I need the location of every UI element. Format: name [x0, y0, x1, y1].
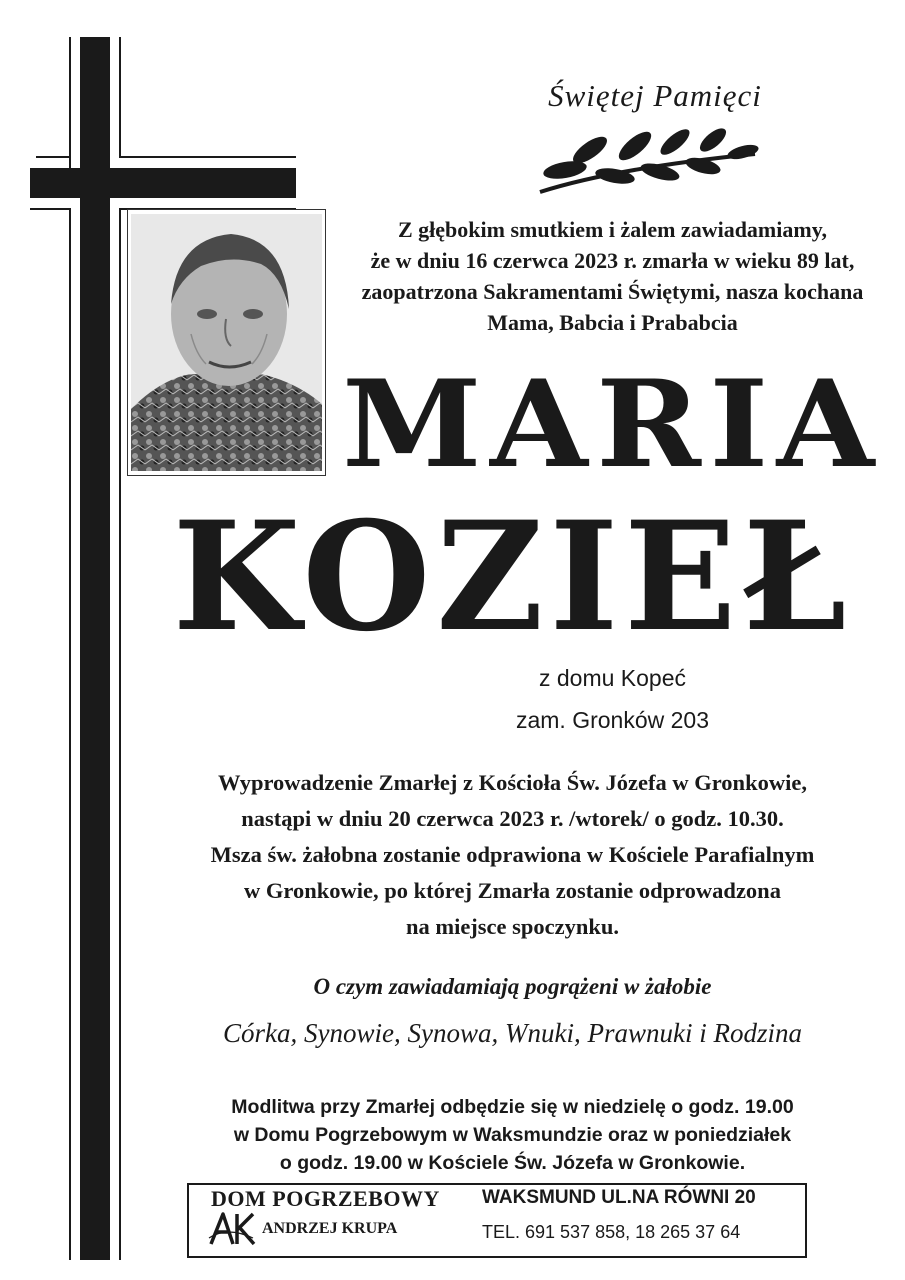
deceased-first-name: MARIA — [342, 354, 883, 495]
cross-outline — [119, 37, 121, 158]
intro-line: zaopatrzona Sakramentami Świętymi, nasza kochana — [361, 279, 864, 304]
funeral-home-owner: ANDRZEJ KRUPA — [262, 1220, 398, 1237]
funeral-home-phone: TEL. 691 537 858, 18 265 37 64 — [482, 1222, 741, 1242]
cross-outline — [36, 156, 71, 158]
announcement-intro — [340, 214, 885, 338]
cross-outline — [30, 208, 71, 210]
cross-outline — [69, 208, 71, 1260]
prayer-info — [120, 1093, 905, 1177]
portrait-photo — [131, 214, 322, 471]
funeral-details — [120, 765, 905, 945]
olive-branch-icon — [535, 128, 760, 196]
funeral-line: Wyprowadzenie Zmarłej z Kościoła Św. Józefa w Gronkowie, — [218, 770, 807, 795]
cross-vertical-beam — [80, 37, 110, 1260]
prayer-line: w Domu Pogrzebowym w Waksmundzie oraz w poniedziałek — [233, 1124, 792, 1146]
prayer-line: o godz. 19.00 w Kościele Św. Józefa w Gronkowie. — [279, 1152, 746, 1174]
family-list: Córka, Synowie, Synowa, Wnuki, Prawnuki i Rodzina — [223, 1018, 802, 1048]
funeral-line: w Gronkowie, po której Zmarła zostanie odprowadzona — [244, 878, 781, 903]
funeral-line: Msza św. żałobna zostanie odprawiona w Kościele Parafialnym — [210, 842, 815, 867]
memorial-subtitle: Świętej Pamięci — [548, 78, 762, 113]
intro-line: Z głębokim smutkiem i żalem zawiadamiamy, — [398, 217, 827, 242]
intro-line: że w dniu 16 czerwca 2023 r. zmarła w wieku 89 lat, — [370, 248, 855, 273]
maiden-name: z domu Kopeć — [538, 665, 687, 691]
funeral-line: na miejsce spoczynku. — [405, 914, 620, 939]
funeral-line: nastąpi w dniu 20 czerwca 2023 r. /wtorek/ o godz. 10.30. — [241, 806, 784, 831]
deceased-last-name: KOZIEŁ — [172, 489, 853, 665]
cross-outline — [69, 37, 71, 168]
ak-logo-icon — [207, 1208, 257, 1248]
cross-outline — [119, 156, 296, 158]
residence-address: zam. Gronków 203 — [515, 707, 710, 733]
funeral-home-name: DOM POGRZEBOWY — [211, 1186, 440, 1211]
funeral-home-address: WAKSMUND UL.NA RÓWNI 20 — [482, 1187, 756, 1208]
intro-line: Mama, Babcia i Prababcia — [487, 310, 738, 335]
cross-horizontal-beam — [30, 168, 296, 198]
prayer-line: Modlitwa przy Zmarłej odbędzie się w niedzielę o godz. 19.00 — [231, 1096, 794, 1118]
mourners-notice: O czym zawiadamiają pogrążeni w żałobie — [313, 974, 712, 999]
